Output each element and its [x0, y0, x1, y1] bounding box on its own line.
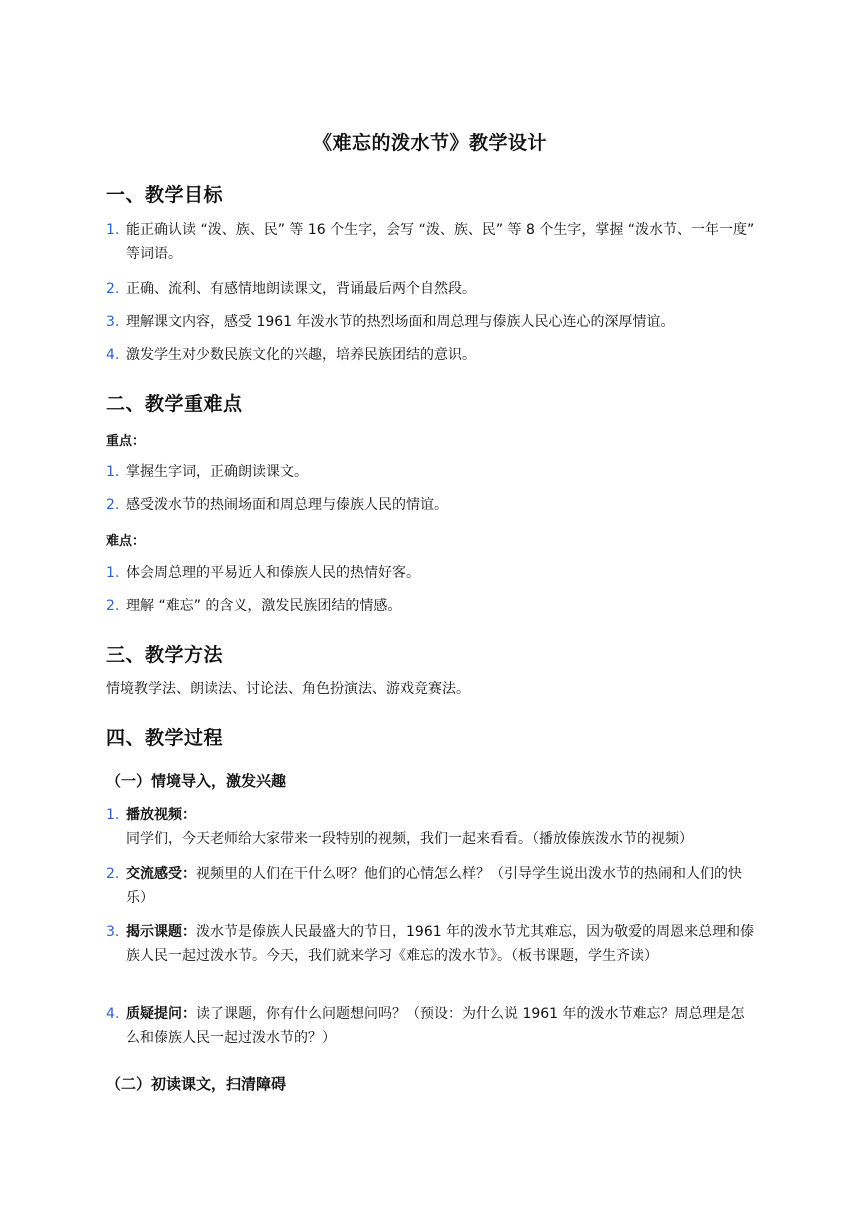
- list-number: 3.: [106, 314, 120, 330]
- list-item: [106, 310, 756, 334]
- list-number: 4.: [106, 1006, 120, 1022]
- list-item-text: 正确、流利、有感情地朗读课文，背诵最后两个自然段。: [126, 281, 476, 297]
- subsection-heading-first-reading: （二）初读课文，扫清障碍: [106, 1075, 287, 1093]
- list-item: [106, 493, 756, 517]
- list-item: [106, 561, 756, 585]
- list-number: 4.: [106, 347, 120, 363]
- list-item-text: 激发学生对少数民族文化的兴趣，培养民族团结的意识。: [126, 347, 476, 363]
- section-heading-key-points: 二、教学重难点: [106, 393, 243, 415]
- list-item-lead: 播放视频：: [126, 807, 196, 823]
- list-item-text: 播放视频：同学们，今天老师给大家带来一段特别的视频，我们一起来看看。（播放傣族泼水节的视频）: [126, 807, 693, 847]
- list-item: [106, 218, 756, 266]
- list-item-text: 感受泼水节的热闹场面和周总理与傣族人民的情谊。: [126, 497, 448, 513]
- list-item-text: 交流感受：视频里的人们在干什么呀？他们的心情怎么样？（引导学生说出泼水节的热闹和人们的快乐）: [126, 866, 742, 906]
- list-item: [106, 460, 756, 484]
- section-heading-process: 四、教学过程: [106, 727, 224, 749]
- list-number: 2.: [106, 281, 120, 297]
- document-title: 《难忘的泼水节》教学设计: [312, 132, 547, 154]
- list-item: [106, 1002, 756, 1050]
- list-item-text: 掌握生字词，正确朗读课文。: [126, 464, 308, 480]
- list-item-text: 理解 “难忘” 的含义，激发民族团结的情感。: [126, 598, 402, 614]
- list-item-text: 揭示课题：泼水节是傣族人民最盛大的节日，1961 年的泼水节尤其难忘，因为敬爱的周恩来总理和傣族人民一起过泼水节。今天，我们就来学习《难忘的泼水节》。（板书课题，学生齐读）: [126, 924, 755, 964]
- list-number: 1.: [106, 565, 120, 581]
- list-item-text: 理解课文内容，感受 1961 年泼水节的热烈场面和周总理与傣族人民心连心的深厚情谊。: [126, 314, 675, 330]
- list-number: 2.: [106, 866, 120, 882]
- list-item-lead: 交流感受：: [126, 866, 196, 882]
- list-item-lead: 揭示课题：: [126, 924, 196, 940]
- section-heading-methods: 三、教学方法: [106, 644, 224, 666]
- list-item: [106, 862, 756, 910]
- list-number: 1.: [106, 222, 120, 238]
- list-item: [106, 277, 756, 301]
- list-item: [106, 594, 756, 618]
- list-item-text: 质疑提问：读了课题，你有什么问题想问吗？（预设：为什么说 1961 年的泼水节难忘？周总理是怎么和傣族人民一起过泼水节的？）: [126, 1006, 745, 1046]
- list-number: 2.: [106, 598, 120, 614]
- list-number: 1.: [106, 464, 120, 480]
- list-number: 1.: [106, 807, 120, 823]
- key-points-label: 重点：: [106, 434, 146, 449]
- list-number: 2.: [106, 497, 120, 513]
- list-item-lead: 质疑提问：: [126, 1006, 196, 1022]
- subsection-heading-intro: （一）情境导入，激发兴趣: [106, 772, 287, 790]
- list-item: [106, 803, 756, 851]
- list-item: [106, 920, 756, 968]
- list-item: [106, 343, 756, 367]
- section-heading-objectives: 一、教学目标: [106, 184, 224, 206]
- methods-paragraph: 情境教学法、朗读法、讨论法、角色扮演法、游戏竞赛法。: [106, 681, 470, 697]
- list-number: 3.: [106, 924, 120, 940]
- list-item-text: 体会周总理的平易近人和傣族人民的热情好客。: [126, 565, 420, 581]
- list-item-text: 能正确认读 “泼、族、民” 等 16 个生字，会写 “泼、族、民” 等 8 个生字，掌握 “泼水节、一年一度” 等词语。: [126, 222, 755, 262]
- difficult-points-label: 难点：: [106, 534, 146, 549]
